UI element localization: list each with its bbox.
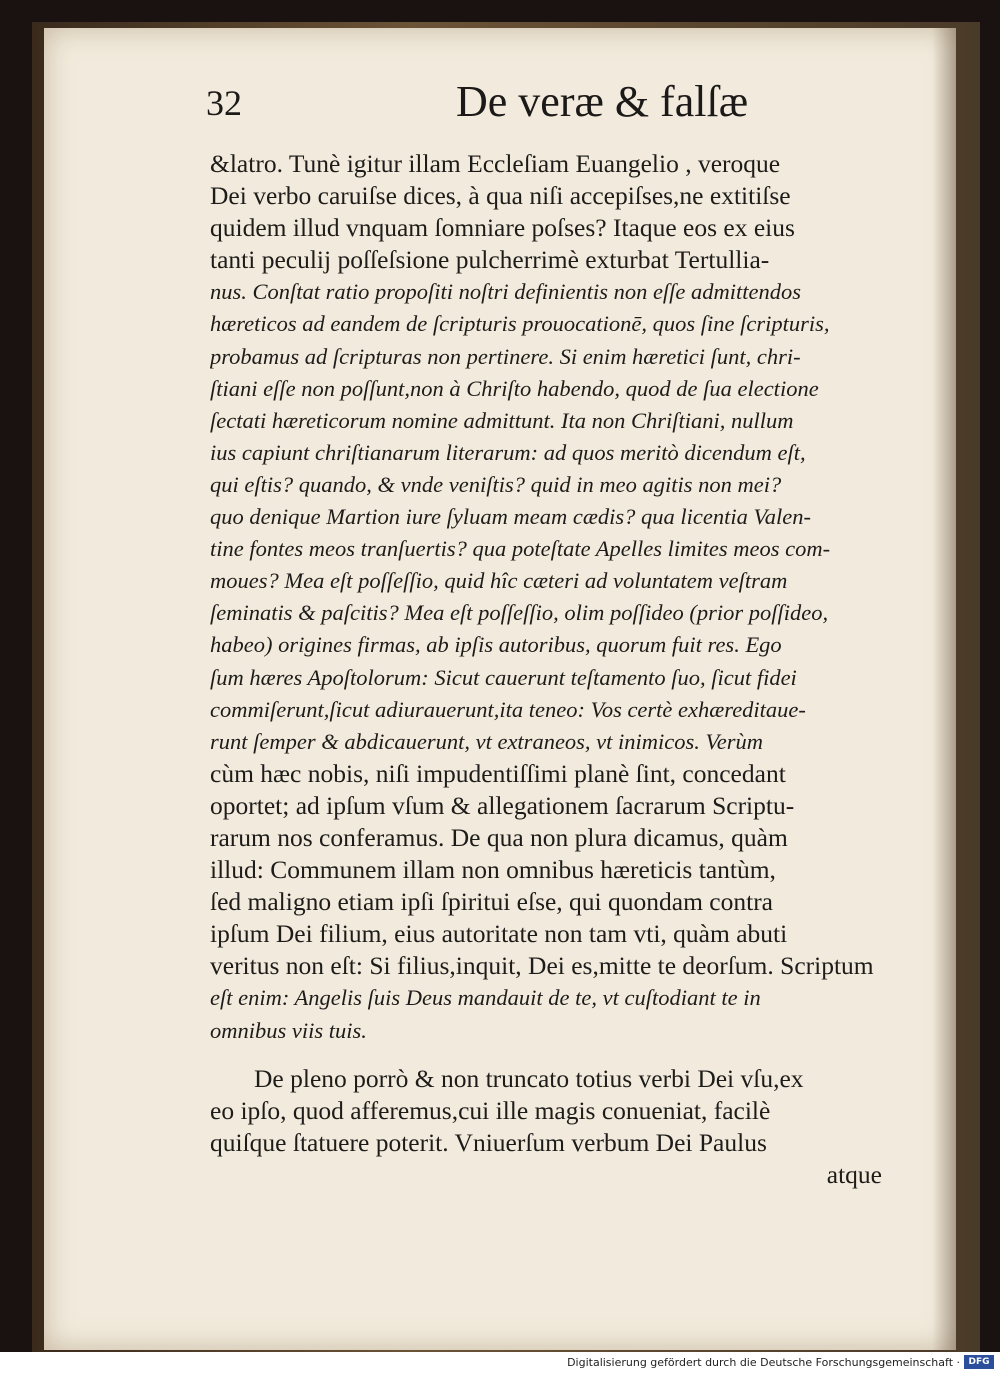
text-line: qui eſtis? quando, & vnde veniſtis? quid in meo agitis non mei? [210, 471, 782, 497]
running-title: De veræ & falſæ [456, 77, 749, 126]
text-line: veritus non eſt: Si filius,inquit, Dei es,mitte te deorſum. Scriptum [210, 951, 874, 981]
page-fold-shadow [932, 28, 956, 1350]
text-line: De pleno porrò & non truncato totius verbi Dei vſu,ex [254, 1063, 804, 1093]
text-line: quiſque ſtatuere poterit. Vniuerſum verbum Dei Paulus [210, 1127, 767, 1157]
text-line: ſeminatis & paſcitis? Mea eſt poſſeſſio, olim poſſideo (prior poſſideo, [210, 600, 829, 626]
text-line: nus. Conſtat ratio propoſiti noſtri definientis non eſſe admittendos [210, 279, 802, 305]
page-number: 32 [206, 83, 242, 123]
text-line: habeo) origines firmas, ab ipſis autoribus, quorum fuit res. Ego [210, 632, 782, 658]
page-header [206, 76, 896, 140]
text-line: tanti peculij poſſeſsione pulcherrimè exturbat Tertullia- [210, 245, 770, 275]
text-line: quidem illud vnquam ſomniare poſses? Itaque eos ex eius [210, 213, 795, 243]
text-line: omnibus viis tuis. [210, 1017, 367, 1043]
text-line: moues? Mea eſt poſſeſſio, quid hîc cæteri ad voluntatem veſtram [210, 568, 788, 594]
body-text [210, 148, 898, 1191]
text-line: probamus ad ſcripturas non pertinere. Si enim hæretici ſunt, chri- [210, 343, 801, 369]
text-line: rarum nos conferamus. De qua non plura dicamus, quàm [210, 822, 788, 852]
digitization-ribbon [0, 1352, 1000, 1374]
text-line: eo ipſo, quod afferemus,cui ille magis conueniat, facilè [210, 1095, 771, 1125]
text-line: ſum hæres Apoſtolorum: Sicut cauerunt teſtamento ſuo, ſicut fidei [210, 664, 797, 690]
text-line: ipſum Dei filium, eius autoritate non tam vti, quàm abuti [210, 919, 788, 949]
text-line: cùm hæc nobis, niſi impudentiſſimi planè ſint, concedant [210, 758, 786, 788]
paragraph-1 [210, 148, 898, 1047]
text-line: ſectati hæreticorum nomine admittunt. Ita non Chriſtiani, nullum [210, 407, 794, 433]
text-line: ſed maligno etiam ipſi ſpiritui eſse, qui quondam contra [210, 887, 774, 917]
text-line: hæreticos ad eandem de ſcripturis prouocationē, quos ſine ſcripturis, [210, 311, 830, 337]
catchword: atque [826, 1159, 882, 1189]
funding-credit: Digitalisierung gefördert durch die Deutsche Forschungsgemeinschaft · [567, 1356, 960, 1369]
text-line: illud: Communem illam non omnibus hæreticis tantùm, [210, 855, 776, 885]
text-line: eſt enim: Angelis ſuis Deus mandauit de te, vt cuſtodiant te in [210, 985, 761, 1011]
text-line: tine fontes meos tranſuertis? qua poteſtate Apelles limites meos com- [210, 536, 831, 562]
paragraph-2 [210, 1063, 898, 1159]
text-line: quo denique Martion iure ſyluam meam cædis? qua licentia Valen- [210, 504, 811, 530]
text-line: ius capiunt chriſtianarum literarum: ad quos meritò dicendum eſt, [210, 439, 806, 465]
text-line: runt ſemper & abdicauerunt, vt extraneos, vt inimicos. Verùm [210, 728, 764, 754]
text-line: ſtiani eſſe non poſſunt,non à Chriſto habendo, quod de ſua electione [210, 375, 819, 401]
text-line: oportet; ad ipſum vſum & allegationem ſacrarum Scriptu- [210, 790, 795, 820]
text-line: Dei verbo caruiſse dices, à qua niſi accepiſses,ne extitiſse [210, 181, 791, 211]
text-line: &latro. Tunè igitur illam Eccleſiam Euangelio , veroque [210, 149, 781, 178]
dfg-logo: DFG [964, 1355, 994, 1369]
text-line: commiſerunt,ſicut adiurauerunt,ita teneo: Vos certè exhæreditaue- [210, 696, 806, 722]
